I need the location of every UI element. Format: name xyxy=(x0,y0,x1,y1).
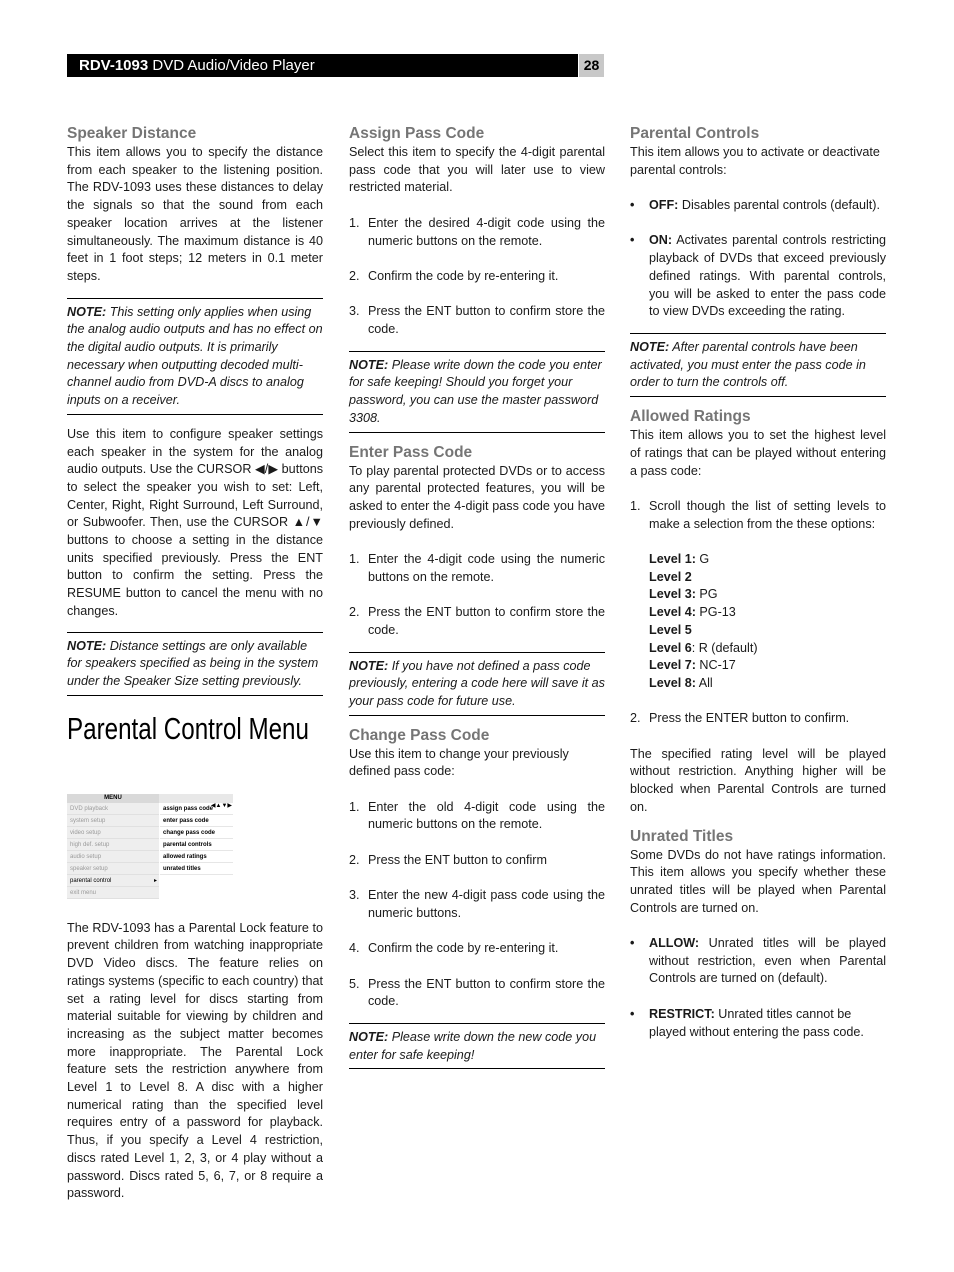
assign-pass-code-heading: Assign Pass Code xyxy=(349,125,485,142)
list-item: 1. Enter the 4-digit code using the numeric buttons on the remote. xyxy=(349,552,605,584)
osd-menu-title: MENU xyxy=(67,794,159,803)
parental-controls-options xyxy=(630,197,886,321)
note-text: After parental controls have been activated, you must enter the pass code in order to turn the controls off. xyxy=(630,340,866,390)
osd-item-high-def-setup: high def. setup xyxy=(67,839,159,851)
osd-main-menu-list xyxy=(67,803,159,900)
note-text: If you have not defined a pass code previously, entering a code here will save it as your pass code for future use. xyxy=(349,658,605,708)
note-text: This setting only applies when using the analog audio outputs and has no effect on the digital audio outputs. It is primarily necessary when outputting decoded multi-channel audio from DVD-A discs to analog inputs on a receiver. xyxy=(67,304,323,408)
note-master-password xyxy=(349,352,605,432)
note-text: Please write down the new code you enter for safe keeping! xyxy=(349,1030,597,1062)
enter-pass-code-heading: Enter Pass Code xyxy=(349,443,473,461)
change-pass-code-text: Use this item to change your previously defined pass code: xyxy=(349,746,569,779)
change-steps xyxy=(349,799,605,1011)
osd-menu-screenshot xyxy=(67,794,233,902)
list-item: • RESTRICT: Unrated titles cannot be played without entering the pass code. xyxy=(630,1006,864,1039)
unrated-titles-heading: Unrated Titles xyxy=(630,827,734,845)
list-item: 1. Enter the desired 4-digit code using the numeric buttons on the remote. xyxy=(349,215,605,248)
allowed-ratings-text: This item allows you to set the highest level of ratings that can be played without entering a pass code: xyxy=(630,428,886,478)
rating-level: Level 1: G xyxy=(649,552,710,566)
rating-level: Level 8: All xyxy=(649,675,713,690)
note-text: Please write down the code you enter for safe keeping! Should you forget your password, you can use the master password 3308. xyxy=(349,357,602,425)
list-item: 4. Confirm the code by re-entering it. xyxy=(349,941,559,956)
osd-item-parental-control: parental control ▸ xyxy=(67,875,159,887)
rating-levels-list xyxy=(630,551,886,693)
speaker-distance-text: This item allows you to specify the distance from each speaker to the listening position. The RDV-1093 uses these distances to delay the signals so that the sound from each speaker location arrives at the listener simultaneously. The maximum distance is 40 feet in 1 foot steps; 12 meters in 0.1 meter steps. xyxy=(67,145,323,283)
model-name: RDV-1093 xyxy=(79,57,149,74)
note-label: NOTE: xyxy=(67,304,107,319)
cursor-arrows-icon: ◀▲▼▶ xyxy=(210,802,232,809)
note-distance-settings xyxy=(67,633,323,695)
speaker-distance-heading: Speaker Distance xyxy=(67,125,197,142)
list-item: 2. Confirm the code by re-entering it. xyxy=(349,268,559,283)
product-name: DVD Audio/Video Player xyxy=(152,57,315,74)
list-item: • ALLOW: Unrated titles will be played without restriction, even when Parental Controls are turned on (default). xyxy=(630,936,886,986)
note-label: NOTE: xyxy=(630,340,670,354)
page-number: 28 xyxy=(579,54,604,77)
note-text: Distance settings are only available for speakers specified as being in the system under the Speaker Size setting previously. xyxy=(67,638,319,688)
speaker-settings-text: Use this item to configure speaker settings each speaker in the system for the analog audio outputs. Use the CURSOR ◀/▶ buttons to select the speaker you wish to set: Left, Center, Right, Right Surround, Left Surround, or Subwoofer. Then, use the CURSOR ▲/▼ buttons to choose a setting in the distance units specified previously. Press the ENT button to confirm the setting. Press the RESUME button to cancel the menu with no changes. xyxy=(67,426,323,618)
list-item: 2. Press the ENTER button to confirm. xyxy=(630,711,850,726)
list-item: 1. Enter the old 4-digit code using the numeric buttons on the remote. xyxy=(349,799,605,832)
osd-sub-change-pass-code: change pass code xyxy=(160,827,233,839)
list-item: 2. Press the ENT button to confirm xyxy=(349,852,547,867)
rating-level: Level 3: PG xyxy=(649,587,718,602)
note-speaker-analog xyxy=(67,299,323,414)
osd-item-dvd-playback: DVD playback xyxy=(67,803,159,815)
allowed-ratings-steps-2 xyxy=(630,710,886,728)
rating-level: Level 6: R (default) xyxy=(649,640,758,655)
list-item: 3. Enter the new 4-digit pass code using the numeric buttons. xyxy=(349,888,605,920)
list-item: 1. Scroll though the list of setting levels to make a selection from the these options: xyxy=(630,498,886,531)
parental-lock-intro: The RDV-1093 has a Parental Lock feature to prevent children from watching inappropriate DVD Video discs. The feature relies on ratings systems (specific to each country) that set a rating level for discs starting from material suitable for viewing by children and increasing as the subject matter becomes more inappropriate. The Parental Lock feature sets the restriction anywhere from Level 1 to Level 8. A disc with a higher numerical rating than the specified level requires entry of a password for playback. Thus, if you specify a Level 4 restriction, discs rated Level 1, 2, 3, or 4 play without a password. Discs rated 5, 6, 7, or 8 require a password. xyxy=(67,920,323,1201)
osd-item-audio-setup: audio setup xyxy=(67,851,159,863)
unrated-titles-text: Some DVDs do not have ratings information. This item allows you specify whether these unrated titles will be played when Parental Controls are turned on. xyxy=(630,847,886,915)
rating-level: Level 5 xyxy=(649,622,692,637)
osd-item-video-setup: video setup xyxy=(67,827,159,839)
rating-level: Level 2 xyxy=(649,569,692,584)
parental-control-menu-heading: Parental Control Menu xyxy=(67,710,309,746)
list-item: • ON: Activates parental controls restricting playback of DVDs that exceed previously defined ratings. With parental controls, you will be asked to enter the pass code to view DVDs exceeding the rating. xyxy=(630,233,886,319)
rating-level: Level 4: PG-13 xyxy=(649,605,736,620)
assign-pass-code-text: Select this item to specify the 4-digit parental pass code that you will later use to view restricted material. xyxy=(349,145,605,195)
allowed-ratings-heading: Allowed Ratings xyxy=(630,408,751,426)
osd-sub-enter-pass-code: enter pass code xyxy=(160,815,233,827)
enter-pass-code-text: To play parental protected DVDs or to access any parental protected features, you will be asked to enter the 4-digit pass code you have previously defined. xyxy=(349,463,605,531)
osd-item-speaker-setup: speaker setup xyxy=(67,863,159,875)
osd-sub-assign-pass-code: assign pass code ◀▲▼▶ xyxy=(160,803,233,815)
note-label: NOTE: xyxy=(349,357,389,372)
note-turn-off-controls xyxy=(630,334,886,396)
enter-steps xyxy=(349,551,605,640)
assign-steps xyxy=(349,215,605,339)
column-1 xyxy=(67,122,323,1203)
list-item: 2. Press the ENT button to confirm store the code. xyxy=(349,605,605,637)
osd-menu-title-fill xyxy=(159,794,233,803)
osd-sub-unrated-titles: unrated titles xyxy=(160,863,233,875)
parental-controls-text: This item allows you to activate or deactivate parental controls: xyxy=(630,145,880,177)
page-header xyxy=(67,54,578,77)
list-item: 5. Press the ENT button to confirm store the code. xyxy=(349,976,605,1009)
allowed-ratings-steps xyxy=(630,498,886,533)
list-item: • OFF: Disables parental controls (default). xyxy=(630,198,880,213)
osd-item-system-setup: system setup xyxy=(67,815,159,827)
note-label: NOTE: xyxy=(67,638,107,653)
change-pass-code-heading: Change Pass Code xyxy=(349,726,490,744)
unrated-titles-options xyxy=(630,935,886,1041)
osd-submenu-list xyxy=(160,803,233,876)
note-label: NOTE: xyxy=(349,658,389,673)
osd-sub-parental-controls: parental controls xyxy=(160,839,233,851)
osd-item-exit-menu: exit menu xyxy=(67,887,159,899)
osd-sub-allowed-ratings: allowed ratings xyxy=(160,851,233,863)
list-item: 3. Press the ENT button to confirm store the code. xyxy=(349,304,605,336)
note-label: NOTE: xyxy=(349,1030,389,1045)
column-2 xyxy=(349,122,605,1069)
column-3 xyxy=(630,122,886,1041)
note-new-code xyxy=(349,1024,605,1068)
parental-controls-heading: Parental Controls xyxy=(630,125,760,142)
note-first-code xyxy=(349,653,605,715)
allowed-ratings-result-text: The specified rating level will be played without restriction. Anything higher will be blocked when Parental Controls are turned on. xyxy=(630,746,886,814)
rating-level: Level 7: NC-17 xyxy=(649,658,736,673)
